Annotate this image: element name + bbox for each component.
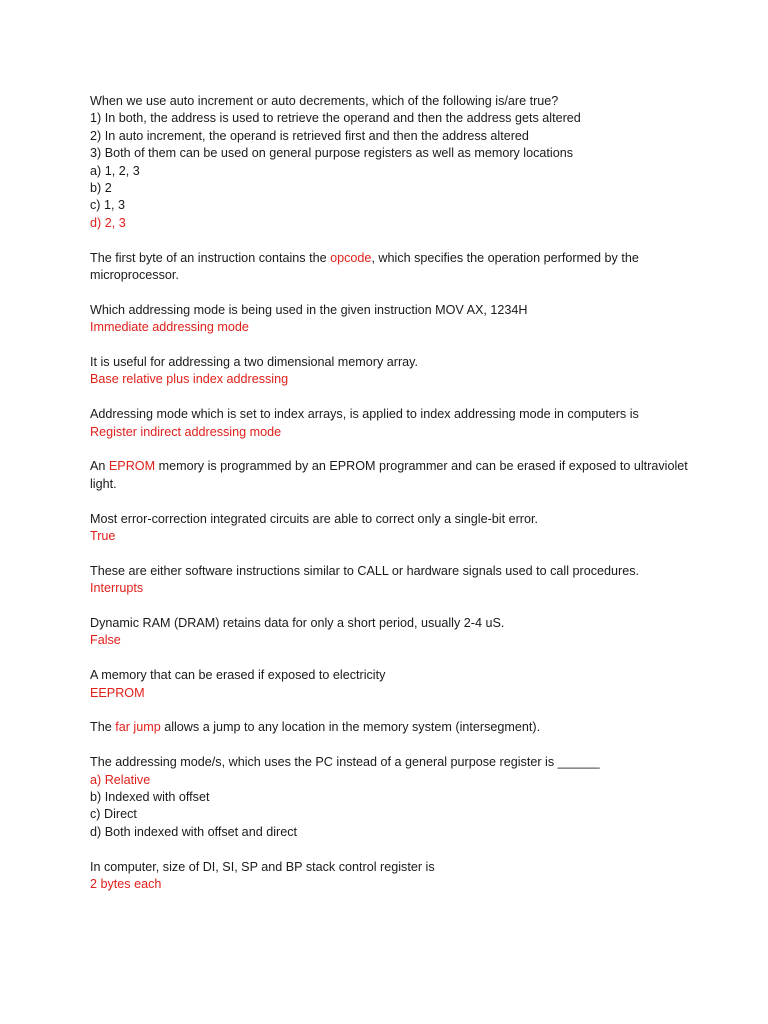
statement-opcode — [90, 250, 690, 285]
question-12-option-b: b) Indexed with offset — [90, 790, 210, 805]
statement-eprom — [90, 458, 690, 493]
statement-opcode-after: , which specifies the operation performed by the microprocessor. — [90, 250, 639, 283]
statement-far-jump-before: The — [90, 720, 116, 735]
question-7-text: Most error-correction integrated circuits are able to correct only a single-bit error. — [90, 511, 538, 526]
document-content — [90, 93, 690, 894]
question-13-answer: 2 bytes each — [90, 877, 162, 892]
statement-eprom-after: memory is programmed by an EPROM programmer and can be erased if exposed to ultraviolet light. — [90, 459, 688, 491]
question-5-text: Addressing mode which is set to index arrays, is applied to index addressing mode in computers is — [90, 407, 639, 422]
statement-eprom-before: An — [90, 459, 109, 474]
question-12-answer: a) Relative — [90, 772, 151, 787]
question-12-option-d: d) Both indexed with offset and direct — [90, 824, 297, 839]
question-10-text: A memory that can be erased if exposed to electricity — [90, 668, 386, 683]
question-1-statement-1: 1) In both, the address is used to retrieve the operand and then the address gets altered — [90, 111, 581, 126]
question-1-statement-2: 2) In auto increment, the operand is retrieved first and then the address altered — [90, 128, 529, 143]
question-12-text: The addressing mode/s, which uses the PC instead of a general purpose register is ______ — [90, 755, 600, 770]
question-1-option-c: c) 1, 3 — [90, 198, 125, 213]
question-13-text: In computer, size of DI, SI, SP and BP stack control register is — [90, 859, 435, 874]
question-3-answer: Immediate addressing mode — [90, 320, 249, 335]
statement-eprom-highlight: EPROM — [108, 459, 156, 474]
statement-far-jump-highlight: far jump — [115, 720, 161, 735]
question-1-statement-3: 3) Both of them can be used on general purpose registers as well as memory locations — [90, 146, 574, 161]
question-4-text: It is useful for addressing a two dimensional memory array. — [90, 355, 419, 370]
question-9-text: Dynamic RAM (DRAM) retains data for only a short period, usually 2-4 uS. — [90, 616, 505, 631]
question-3-text: Which addressing mode is being used in the given instruction MOV AX, 1234H — [90, 302, 528, 317]
statement-opcode-highlight: opcode — [330, 250, 372, 265]
question-1-text: When we use auto increment or auto decrements, which of the following is/are true? — [90, 94, 559, 108]
question-1-option-b: b) 2 — [90, 181, 112, 196]
question-10-answer: EEPROM — [90, 685, 145, 700]
statement-opcode-before: The first byte of an instruction contains the — [90, 250, 331, 265]
question-9-answer: False — [90, 633, 121, 648]
question-8-text: These are either software instructions similar to CALL or hardware signals used to call procedures. — [90, 563, 640, 578]
question-1-option-a: a) 1, 2, 3 — [90, 163, 140, 178]
statement-far-jump-after: allows a jump to any location in the memory system (intersegment). — [160, 720, 541, 735]
question-12-option-c: c) Direct — [90, 807, 137, 822]
question-1-answer: d) 2, 3 — [90, 215, 126, 230]
question-7-answer: True — [90, 529, 116, 544]
question-4-answer: Base relative plus index addressing — [90, 372, 289, 387]
statement-far-jump — [90, 719, 690, 736]
question-8-answer: Interrupts — [90, 581, 144, 596]
question-5-answer: Register indirect addressing mode — [90, 424, 282, 439]
